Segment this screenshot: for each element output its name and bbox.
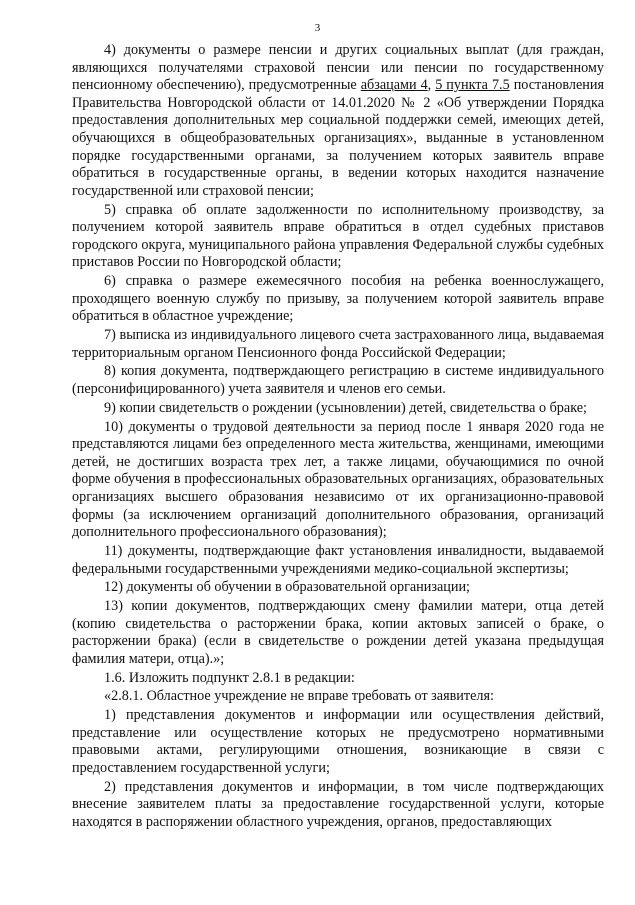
paragraph-text: 1.6. Изложить подпункт 2.8.1 в редакции: bbox=[104, 669, 355, 686]
paragraph-p12 bbox=[72, 579, 604, 597]
paragraph-text: постановления Правительства Новгородской области от 14.01.2020 № 2 «Об утверждении Порядка предоставления дополнительных мер социальной поддержки семей, имеющих детей, обучающихся в общеобразовательных организациях», выданные в установленном порядке государственными органами, за получением которых заявитель вправе обратиться в государственные органы, в ведении которых находится назначение государственной или страховой пенсии; bbox=[72, 77, 604, 199]
paragraph-text: 9) копии свидетельств о рождении (усыновлении) детей, свидетельства о браке; bbox=[104, 399, 587, 416]
paragraph-p4 bbox=[72, 42, 604, 200]
paragraph-p11 bbox=[72, 543, 604, 578]
page-number: 3 bbox=[314, 22, 321, 34]
paragraph-p5 bbox=[72, 202, 604, 272]
paragraph-p7 bbox=[72, 327, 604, 362]
paragraph-text: 12) документы об обучении в образовательной организации; bbox=[104, 579, 470, 596]
paragraph-p8 bbox=[72, 363, 604, 398]
paragraph-text: , bbox=[427, 77, 436, 94]
paragraph-text: 13) копии документов, подтверждающих смену фамилии матери, отца детей (копию свидетельства о расторжении брака, копии актовых записей о браке, о расторжении брака) (если в свидетельстве о рождении детей указана предыдущая фамилия матери, отца).»; bbox=[72, 598, 604, 667]
paragraph-p281-2 bbox=[72, 779, 604, 832]
paragraph-text: 4) документы о размере пенсии и других социальных выплат (для граждан, являющихся получателями страховой пенсии или пенсии по государственному пенсионному обеспечению), предусмотренные bbox=[72, 42, 604, 94]
underlined-reference[interactable]: 5 пункта 7.5 bbox=[435, 77, 510, 94]
paragraph-p16 bbox=[72, 670, 604, 688]
paragraph-text: 2) представления документов и информации, в том числе подтверждающих внесение заявителем платы за предоставление государственной услуги, которые находятся в распоряжении областного учреждения, органов, предоставляющих bbox=[72, 778, 604, 830]
paragraph-text: 11) документы, подтверждающие факт установления инвалидности, выдаваемой федеральными государственными учреждениями медико-социальной экспертизы; bbox=[72, 542, 604, 577]
paragraph-p10 bbox=[72, 419, 604, 542]
paragraph-text: 10) документы о трудовой деятельности за период после 1 января 2020 года не представляются лицами без определенного места жительства, женщинами, имеющими детей, не достигших возраста трех лет, а также лицами, обучающимися по очной форме обучения в профессиональных образовательных организациях, образовательных организациях высшего образования независимо от их организационно-правовой формы (за исключением организаций дополнительного образования, организаций дополнительного профессионального образования); bbox=[72, 418, 604, 541]
paragraph-p13 bbox=[72, 598, 604, 668]
paragraph-text: 7) выписка из индивидуального лицевого счета застрахованного лица, выдаваемая территориальным органом Пенсионного фонда Российской Федерации; bbox=[72, 327, 604, 361]
paragraph-p281 bbox=[72, 688, 604, 706]
paragraph-text: 1) представления документов и информации или осуществления действий, представление или осуществление которых не предусмотрено нормативными правовыми актами, регулирующими отношения, возникающие в связи с предоставлением государственной услуги; bbox=[72, 707, 604, 776]
underlined-reference[interactable]: абзацами 4 bbox=[360, 77, 428, 94]
paragraph-p9 bbox=[72, 400, 604, 418]
document-body bbox=[72, 42, 604, 833]
paragraph-text: 8) копия документа, подтверждающего регистрацию в системе индивидуального (персонифицированного) учета заявителя и членов его семьи. bbox=[72, 363, 604, 398]
paragraph-text: «2.8.1. Областное учреждение не вправе требовать от заявителя: bbox=[104, 688, 494, 705]
paragraph-text: 6) справка о размере ежемесячного пособия на ребенка военнослужащего, проходящего военную службу по призыву, за получением которой заявитель вправе обратиться в областное учреждение; bbox=[72, 273, 604, 325]
paragraph-p6 bbox=[72, 273, 604, 326]
paragraph-text: 5) справка об оплате задолженности по исполнительному производству, за получением которой заявитель вправе обратиться в отдел судебных приставов городского округа, муниципального района управления Федеральной службы судебных приставов России по Новгородской области; bbox=[72, 201, 604, 271]
paragraph-p281-1 bbox=[72, 707, 604, 777]
